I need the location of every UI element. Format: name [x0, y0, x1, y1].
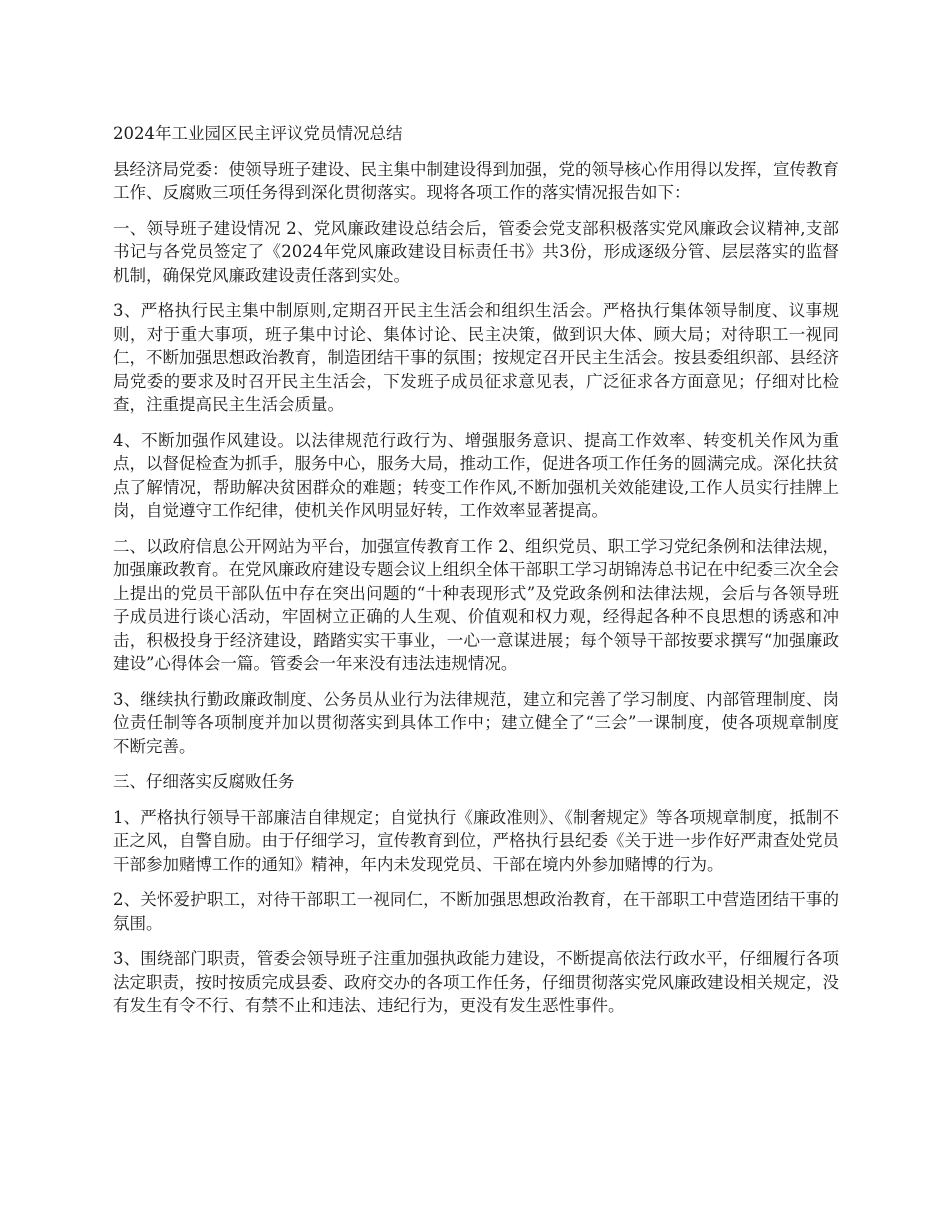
paragraph-section-3-item-3: 3、围绕部门职责，管委会领导班子注重加强执政能力建设，不断提高依法行政水平，仔细履行各项法定职责，按时按质完成县委、政府交办的各项工作任务，仔细贯彻落实党风廉政建设相关规定，没有发生有令不行、有禁不止和违法、违纪行为，更没有发生恶性事件。	[113, 949, 839, 1015]
paragraph-section-3-item-2: 2、关怀爱护职工，对待干部职工一视同仁，不断加强思想政治教育，在干部职工中营造团结干事的氛围。	[113, 890, 839, 933]
paragraph-section-1-item-3: 3、严格执行民主集中制原则,定期召开民主生活会和组织生活会。严格执行集体领导制度、议事规则，对于重大事项，班子集中讨论、集体讨论、民主决策，做到识大体、顾大局；对待职工一视同仁，不断加强思想政治教育，制造团结干事的氛围；按规定召开民主生活会。按县委组织部、县经济局党委的要求及时召开民主生活会，下发班子成员征求意见表，广泛征求各方面意见；仔细对比检查，注重提高民主生活会质量。	[113, 301, 839, 414]
section-3-heading: 三、仔细落实反腐败任务	[113, 772, 295, 791]
paragraph-intro: 县经济局党委：使领导班子建设、民主集中制建设得到加强，党的领导核心作用得以发挥，宣传教育工作、反腐败三项任务得到深化贯彻落实。现将各项工作的落实情况报告如下：	[113, 159, 839, 202]
paragraph-section-2-item-3: 3、继续执行勤政廉政制度、公务员从业行为法律规范，建立和完善了学习制度、内部管理制度、岗位责任制等各项制度并加以贯彻落实到具体工作中；建立健全了“三会”一课制度，使各项规章制度不断完善。	[113, 689, 839, 756]
paragraph-section-1-item-2: 一、领导班子建设情况 2、党风廉政建设总结会后，管委会党支部积极落实党风廉政会议精神,支部书记与各党员签定了《2024年党风廉政建设目标责任书》共3份，形成逐级分管、层层落实的监督机制，确保党风廉政建设责任落到实处。	[113, 218, 839, 285]
document-page	[113, 122, 839, 1030]
document-title: 2024年工业园区民主评议党员情况总结	[113, 124, 403, 143]
paragraph-section-2-item-2: 二、以政府信息公开网站为平台，加强宣传教育工作 2、组织党员、职工学习党纪条例和法律法规，加强廉政教育。在党风廉政府建设专题会议上组织全体干部职工学习胡锦涛总书记在中纪委三次全会上提出的党员干部队伍中存在突出问题的“十种表现形式”及党政条例和法律法规，会后与各领导班子成员进行谈心活动，牢固树立正确的人生观、价值观和权力观，经得起各种不良思想的诱惑和冲击，积极投身于经济建设，踏踏实实干事业，一心一意谋进展；每个领导干部按要求撰写“加强廉政建设”心得体会一篇。管委会一年来没有违法违规情况。	[113, 536, 839, 673]
paragraph-section-1-item-4: 4、不断加强作风建设。以法律规范行政行为、增强服务意识、提高工作效率、转变机关作风为重点，以督促检查为抓手，服务中心，服务大局，推动工作，促进各项工作任务的圆满完成。深化扶贫点了解情况，帮助解决贫困群众的难题；转变工作作风,不断加强机关效能建设,工作人员实行挂牌上岗，自觉遵守工作纪律，使机关作风明显好转，工作效率显著提高。	[113, 430, 839, 520]
paragraph-section-3-item-1: 1、严格执行领导干部廉洁自律规定；自觉执行《廉政准则》、《制奢规定》等各项规章制度，抵制不正之风，自警自励。由于仔细学习，宣传教育到位，严格执行县纪委《关于进一步作好严肃查处党员干部参加赌博工作的通知》精神，年内未发现党员、干部在境内外参加赌博的行为。	[113, 807, 839, 874]
